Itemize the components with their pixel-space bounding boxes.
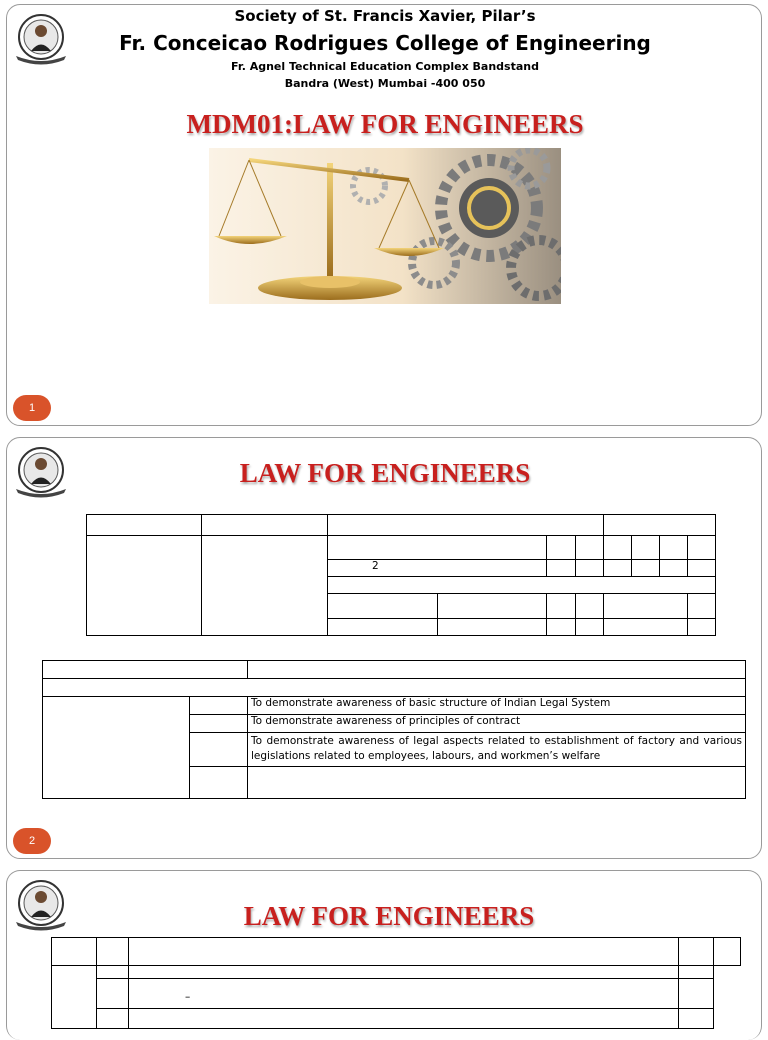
complex-name: Fr. Agnel Technical Education Complex Bandstand	[231, 60, 539, 73]
justice-scale-gears-image	[209, 148, 561, 304]
course-outcome-2: To demonstrate awareness of principles of contract	[248, 715, 746, 733]
slide-number-badge: 1	[13, 395, 51, 421]
slide-2	[6, 437, 762, 859]
course-outcome-3: To demonstrate awareness of legal aspects related to establishment of factory and various legislations related to employees, labours, and workmen’s welfare	[248, 733, 746, 767]
syllabus-dash: –	[129, 979, 679, 1009]
scheme-cell-value: 2	[328, 560, 547, 577]
society-name: Society of St. Francis Xavier, Pilar’s	[234, 7, 536, 25]
course-title: MDM01:LAW FOR ENGINEERS	[186, 109, 584, 139]
college-name: Fr. Conceicao Rodrigues College of Engineering	[119, 31, 651, 55]
slide-title: LAW FOR ENGINEERS	[239, 458, 531, 488]
course-outcomes-table	[42, 660, 746, 799]
slide-title: LAW FOR ENGINEERS	[243, 901, 535, 931]
syllabus-table	[51, 937, 741, 1029]
course-outcome-1: To demonstrate awareness of basic structure of Indian Legal System	[248, 697, 746, 715]
slide-3	[6, 870, 762, 1040]
course-scheme-table	[86, 514, 716, 636]
college-address: Bandra (West) Mumbai -400 050	[284, 77, 486, 90]
slide-number-badge: 2	[13, 828, 51, 854]
slide-1	[6, 4, 762, 426]
